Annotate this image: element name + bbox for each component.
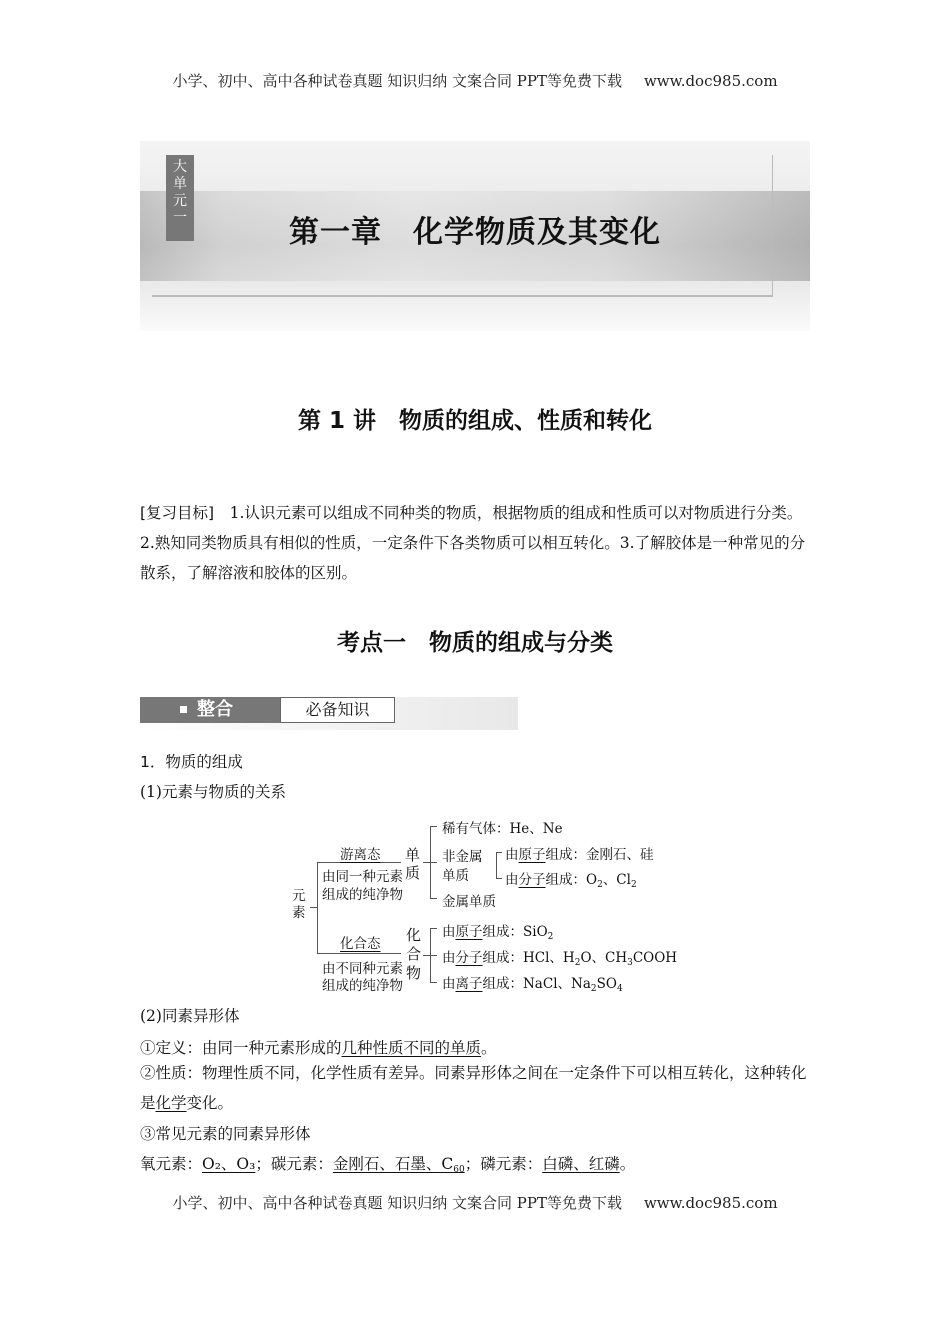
header-url[interactable]: www.doc985.com <box>643 72 778 90</box>
connector <box>430 928 431 982</box>
unit-char: 一 <box>173 210 187 226</box>
simple-substance-node <box>405 846 420 882</box>
definition: ①定义：由同一种元素形成的几种性质不同的单质。 <box>140 1039 497 1057</box>
subheading-relationship: (1)元素与物质的关系 <box>140 783 286 801</box>
common-allotropes: ③常见元素的同素异形体 <box>140 1125 311 1143</box>
footer-url[interactable]: www.doc985.com <box>643 1194 778 1212</box>
compound-node <box>406 926 421 983</box>
connector <box>430 826 431 898</box>
page-header <box>0 70 950 91</box>
nonmetal-label: 非金属 <box>442 849 483 865</box>
square-icon <box>180 706 187 713</box>
combined-desc: 组成的纯净物 <box>322 978 403 994</box>
properties: ②性质：物理性质不同，化学性质有差异。同素异形体之间在一定条件下可以相互转化，这种转化是化学变化。 <box>140 1064 807 1112</box>
node-char: 质 <box>405 864 421 882</box>
unit-char: 单 <box>173 176 187 192</box>
connector <box>430 982 437 983</box>
connector <box>430 898 437 899</box>
chapter-title: 第一章 化学物质及其变化 <box>289 215 661 250</box>
allotrope-examples: 氧元素：O₂、O₃；碳元素：金刚石、石墨、$C_{60}$；磷元素：白磷、红磷。 <box>140 1155 636 1175</box>
node-char: 合 <box>406 945 422 963</box>
node-char: 物 <box>406 964 422 982</box>
subheading-composition: 1．物质的组成 <box>140 753 243 771</box>
compound-atomic: 由原子组成：SiO$_2$ <box>442 924 554 942</box>
root-node <box>292 888 306 922</box>
bar-dark <box>140 697 280 723</box>
goals-label: [复习目标] <box>140 504 215 522</box>
bar-light-label: 必备知识 <box>280 697 395 723</box>
connector <box>496 852 497 878</box>
combined-state-label: 化合态 <box>340 936 381 952</box>
connector <box>317 862 318 954</box>
unit-char: 大 <box>173 159 187 175</box>
compound-molecular: 由分子组成：HCl、$H_2O$、$CH_3COOH$ <box>442 950 678 968</box>
free-desc: 组成的纯净物 <box>322 887 403 903</box>
metal-simple: 金属单质 <box>442 894 496 910</box>
nonmetal-label: 单质 <box>442 868 469 884</box>
bar-dark-label: 整合 <box>197 699 233 720</box>
compound-ionic: 由离子组成：NaCl、$Na_2SO_4$ <box>442 976 623 994</box>
node-char: 单 <box>405 846 421 864</box>
free-desc: 由同一种元素 <box>322 869 403 885</box>
connector <box>496 852 502 853</box>
root-char: 素 <box>292 905 306 921</box>
review-goals <box>140 498 812 588</box>
connector <box>317 953 401 954</box>
connector <box>430 826 437 827</box>
root-char: 元 <box>292 888 306 904</box>
chapter-banner <box>140 141 810 331</box>
section-title: 考点一 物质的组成与分类 <box>337 630 613 656</box>
subheading-allotropes: (2)同素异形体 <box>140 1007 240 1025</box>
header-text: 小学、初中、高中各种试卷真题 知识归纳 文案合同 PPT等免费下载 <box>172 72 622 90</box>
noble-gas: 稀有气体：He、Ne <box>442 821 563 837</box>
footer-text: 小学、初中、高中各种试卷真题 知识归纳 文案合同 PPT等免费下载 <box>172 1194 622 1212</box>
goals-text: 1.认识元素可以组成不同种类的物质，根据物质的组成和性质可以对物质进行分类。2.熟知同类物质具有相似的性质，一定条件下各类物质可以相互转化。3.了解胶体是一种常见的分散系，了解溶液和胶体的区别。 <box>140 504 806 582</box>
node-char: 化 <box>406 926 422 944</box>
page-footer <box>0 1192 950 1213</box>
free-state-label: 游离态 <box>340 847 381 863</box>
connector <box>496 878 502 879</box>
element-substance-diagram <box>280 810 680 1000</box>
nonmetal-molecular: 由分子组成：$O_2$、$Cl_2$ <box>505 872 637 890</box>
section-bar <box>140 697 518 730</box>
connector <box>310 907 317 908</box>
lecture-title: 第 1 讲 物质的组成、性质和转化 <box>297 408 653 434</box>
combined-desc: 由不同种元素 <box>322 961 403 977</box>
unit-char: 元 <box>173 193 187 209</box>
connector <box>430 928 437 929</box>
nonmetal-atomic: 由原子组成：金刚石、硅 <box>505 847 654 863</box>
